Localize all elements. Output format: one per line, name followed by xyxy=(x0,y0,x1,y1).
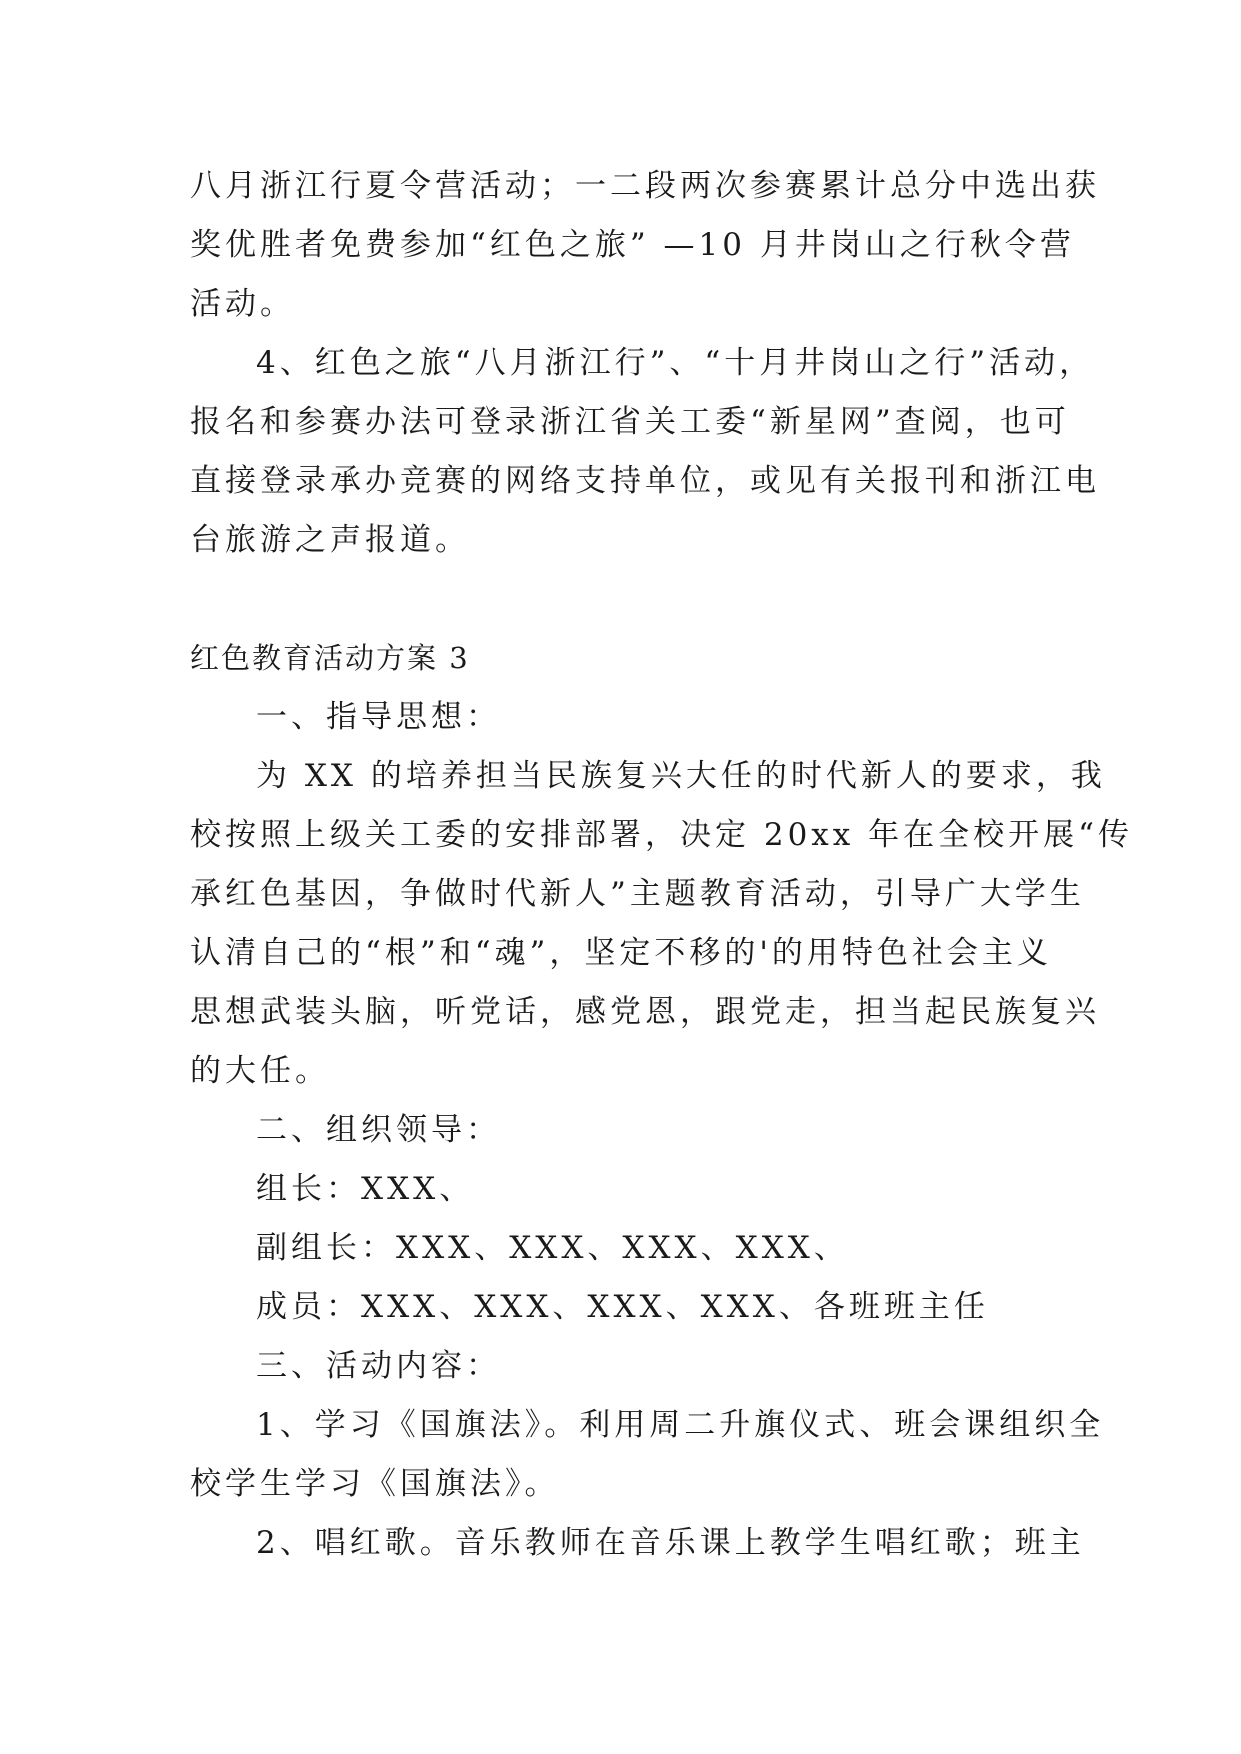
leader-line: 组长：XXX、 xyxy=(256,1171,475,1207)
text-line: 八月浙江行夏令营活动；一二段两次参赛累计总分中选出获 xyxy=(190,168,1100,204)
text-line: 承红色基因，争做时代新人”主题教育活动，引导广大学生 xyxy=(190,876,1085,912)
text-line: 4、红色之旅“八月浙江行”、“十月井岗山之行”活动， xyxy=(256,345,1095,381)
text-line: 2、唱红歌。音乐教师在音乐课上教学生唱红歌；班主 xyxy=(256,1525,1085,1561)
text-line: 奖优胜者免费参加“红色之旅” —10 月井岗山之行秋令营 xyxy=(190,227,1075,263)
text-line: 思想武装头脑，听党话，感党恩，跟党走，担当起民族复兴 xyxy=(190,994,1100,1030)
section-title: 红色教育活动方案 3 xyxy=(190,641,470,675)
heading-organization: 二、组织领导： xyxy=(256,1112,501,1148)
members-line: 成员：XXX、XXX、XXX、XXX、各班班主任 xyxy=(256,1289,989,1325)
text-line: 台旅游之声报道。 xyxy=(190,522,470,558)
document-body xyxy=(190,157,1133,1573)
text-line: 校按照上级关工委的安排部署，决定 20xx 年在全校开展“传 xyxy=(190,817,1133,853)
text-line: 认清自己的“根”和“魂”，坚定不移的'的用特色社会主义 xyxy=(190,935,1052,971)
text-line: 直接登录承办竞赛的网络支持单位，或见有关报刊和浙江电 xyxy=(190,463,1100,499)
text-line: 报名和参赛办法可登录浙江省关工委“新星网”查阅，也可 xyxy=(190,404,1070,440)
deputy-leader-line: 副组长：XXX、XXX、XXX、XXX、 xyxy=(256,1230,849,1266)
text-line: 的大任。 xyxy=(190,1053,330,1089)
paragraph-intro xyxy=(190,157,1100,334)
text-line: 为 XX 的培养担当民族复兴大任的时代新人的要求，我 xyxy=(256,758,1106,794)
heading-guiding-thought: 一、指导思想： xyxy=(256,699,501,735)
text-line: 1、学习《国旗法》。利用周二升旗仪式、班会课组织全 xyxy=(256,1407,1105,1443)
paragraph-gap xyxy=(190,570,1050,629)
activity-item-1 xyxy=(190,1396,1105,1514)
text-line: 活动。 xyxy=(190,286,295,322)
text-line: 校学生学习《国旗法》。 xyxy=(190,1466,560,1502)
heading-activities: 三、活动内容： xyxy=(256,1348,501,1384)
activity-item-2 xyxy=(190,1514,1085,1573)
paragraph-guiding-thought xyxy=(190,747,1133,1101)
paragraph-item-4 xyxy=(190,334,1100,570)
